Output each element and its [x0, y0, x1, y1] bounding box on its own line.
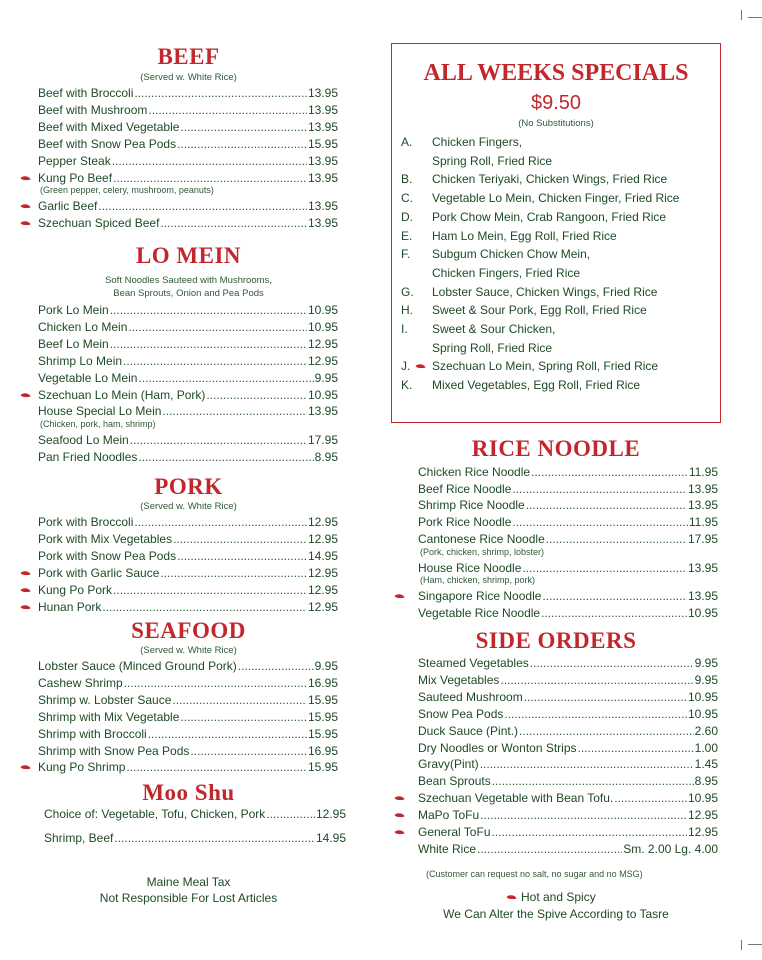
menu-item-price: 11.95	[688, 465, 718, 479]
menu-item-price: 13.95	[307, 153, 338, 168]
menu-item-name: Shrimp with Snow Pea Pods	[38, 743, 190, 758]
special-letter: B.	[401, 172, 413, 187]
menu-item	[38, 137, 338, 152]
menu-item-name: Beef with Snow Pea Pods	[38, 136, 177, 151]
dot-leader	[128, 320, 307, 334]
special-letter: D.	[401, 209, 413, 224]
special-letter: K.	[401, 378, 413, 393]
menu-item-name: Shrimp, Beef	[44, 831, 114, 845]
pepper-icon	[20, 220, 31, 226]
menu-item	[418, 707, 718, 722]
specials-note: (No Substitutions)	[518, 118, 594, 129]
menu-item-price: 16.95	[307, 675, 338, 690]
special-item: Ham Lo Mein, Egg Roll, Fried Rice	[432, 228, 617, 243]
menu-item-name: Chicken Rice Noodle	[418, 465, 531, 479]
menu-item-price: 15.95	[307, 760, 338, 775]
menu-item-price: 14.95	[315, 831, 346, 845]
special-letter: H.	[401, 303, 413, 318]
lomein-subtitle-2: Bean Sprouts, Onion and Pea Pods	[113, 288, 264, 299]
menu-item-name: Steamed Vegetables	[418, 656, 529, 670]
menu-item	[38, 404, 338, 419]
menu-item-name: Vegetable Rice Noodle	[418, 605, 541, 620]
menu-item-name: Choice of: Vegetable, Tofu, Chicken, Pork	[44, 807, 266, 821]
menu-item	[38, 727, 338, 742]
menu-item-name: Pork with Broccoli	[38, 515, 134, 529]
menu-item-name: General ToFu	[418, 825, 491, 839]
special-item: Chicken Fingers,	[432, 135, 523, 149]
menu-item-name: Pork with Snow Pea Pods	[38, 548, 177, 563]
dot-leader	[173, 532, 307, 546]
dot-leader	[148, 103, 307, 117]
menu-item	[38, 693, 338, 708]
menu-item	[38, 515, 338, 530]
menu-item	[38, 171, 338, 186]
menu-item-price: 15.95	[307, 692, 338, 707]
menu-item-name: Pork with Garlic Sauce	[38, 565, 160, 580]
menu-item	[38, 216, 338, 231]
menu-item-price: 12.95	[687, 808, 718, 823]
dot-leader	[177, 549, 307, 563]
dot-leader	[530, 656, 694, 670]
menu-item-name: Shrimp Rice Noodle	[418, 498, 525, 513]
menu-item-name: Pork Rice Noodle	[418, 515, 512, 530]
request-note: (Customer can request no salt, no sugar and no MSG)	[426, 869, 643, 879]
pepper-icon	[20, 392, 31, 398]
pepper-icon	[394, 593, 405, 599]
menu-item	[418, 774, 718, 789]
menu-item-note: (Chicken, pork, ham, shrimp)	[40, 419, 156, 430]
menu-item-name: House Rice Noodle	[418, 560, 522, 575]
menu-item-name: Seafood Lo Mein	[38, 433, 129, 448]
dot-leader	[113, 171, 307, 185]
menu-item-price: 13.95	[687, 589, 718, 604]
menu-item	[44, 831, 346, 846]
menu-item	[38, 744, 338, 759]
menu-item	[38, 659, 338, 674]
special-item: Mixed Vegetables, Egg Roll, Fried Rice	[432, 378, 641, 393]
dot-leader	[526, 498, 687, 512]
dot-leader	[531, 465, 688, 479]
corner-mark-bottom	[741, 940, 742, 950]
special-item-continued: Spring Roll, Fried Rice	[432, 340, 553, 355]
menu-item-name: Lobster Sauce (Minced Ground Pork)	[38, 659, 237, 673]
menu-item-price: 13.95	[307, 170, 338, 185]
menu-item-name: Pepper Steak	[38, 153, 111, 168]
menu-item-name: Kung Po Pork	[38, 582, 113, 597]
menu-item-name: Pork Lo Mein	[38, 303, 109, 317]
menu-item	[38, 760, 338, 775]
menu-item-name: Beef with Mushroom	[38, 102, 148, 117]
dot-leader	[524, 690, 687, 704]
special-letter: E.	[401, 228, 413, 243]
menu-item-price: 9.95	[694, 656, 718, 670]
dot-leader	[172, 693, 307, 707]
menu-item-name: Cashew Shrimp	[38, 675, 123, 690]
menu-item-price: 10.95	[307, 319, 338, 334]
menu-item-price: 15.95	[307, 136, 338, 151]
menu-item-price: 8.95	[314, 450, 338, 465]
meal-tax-note: Maine Meal Tax	[146, 875, 231, 889]
corner-mark-top-line	[748, 17, 762, 18]
special-letter: I.	[401, 322, 408, 336]
menu-item-price: 17.95	[307, 433, 338, 448]
menu-item-price: 13.95	[307, 404, 338, 419]
menu-item	[418, 606, 718, 621]
menu-item-price: 10.95	[687, 689, 718, 704]
menu-item	[418, 561, 718, 576]
dot-leader	[180, 120, 307, 134]
pepper-icon	[20, 587, 31, 593]
dot-leader	[148, 727, 307, 741]
menu-item-name: Mix Vegetables	[418, 672, 500, 687]
dot-leader	[110, 337, 307, 351]
dot-leader	[578, 741, 694, 755]
menu-item	[418, 465, 718, 480]
menu-item-name: MaPo ToFu	[418, 808, 480, 823]
dot-leader	[512, 482, 687, 496]
dot-leader	[113, 583, 307, 597]
specials-title: ALL WEEKS SPECIALS	[423, 60, 689, 86]
menu-item-name: Sauteed Mushroom	[418, 689, 523, 704]
dot-leader	[500, 673, 693, 687]
menu-item	[418, 589, 718, 604]
menu-item	[38, 120, 338, 135]
menu-item	[38, 103, 338, 118]
menu-item	[38, 337, 338, 352]
menu-item-name: Kung Po Beef	[38, 170, 113, 185]
menu-item	[418, 656, 718, 671]
right-column	[390, 0, 722, 960]
pepper-icon	[506, 894, 517, 900]
menu-item-name: Vegetable Lo Mein	[38, 370, 138, 385]
menu-item-note: (Ham, chicken, shrimp, pork)	[420, 575, 536, 586]
menu-item-name: Kung Po Shrimp	[38, 760, 126, 775]
menu-item	[38, 388, 338, 403]
menu-item	[418, 673, 718, 688]
menu-item-price: 14.95	[307, 548, 338, 563]
menu-item	[38, 154, 338, 169]
menu-item	[38, 549, 338, 564]
menu-item	[38, 320, 338, 335]
dot-leader	[114, 831, 315, 845]
menu-item-name: Cantonese Rice Noodle	[418, 531, 545, 546]
menu-item	[418, 808, 718, 823]
menu-item-price: 13.95	[307, 199, 338, 214]
special-letter: C.	[401, 191, 413, 206]
lomein-subtitle-1: Soft Noodles Sauteed with Mushrooms,	[105, 275, 272, 286]
menu-item	[418, 515, 718, 530]
menu-item-price: 8.95	[694, 774, 718, 789]
menu-item-price: 13.95	[687, 481, 718, 496]
dot-leader	[190, 744, 307, 758]
dot-leader	[98, 199, 307, 213]
menu-item-name: Snow Pea Pods	[418, 706, 504, 721]
menu-item-price: 10.95	[687, 706, 718, 721]
dot-leader	[522, 561, 687, 575]
pepper-icon	[20, 764, 31, 770]
menu-item-name: Szechuan Vegetable with Bean Tofu.	[418, 791, 614, 806]
dot-leader	[180, 710, 307, 724]
alter-spice-note: We Can Alter the Spive According to Tasre	[443, 907, 669, 921]
beef-title: BEEF	[157, 44, 220, 69]
menu-item-name: Duck Sauce (Pint.)	[418, 723, 519, 738]
menu-item-name: Shrimp with Broccoli	[38, 726, 147, 741]
menu-item-price: 2.60	[694, 723, 718, 738]
menu-item-price: 13.95	[307, 119, 338, 134]
pork-subtitle: (Served w. White Rice)	[140, 501, 237, 512]
menu-item-name: Beef Lo Mein	[38, 336, 109, 351]
menu-item-name: Bean Sprouts	[418, 774, 491, 789]
pork-title: PORK	[154, 474, 223, 499]
dot-leader	[238, 659, 314, 673]
dot-leader	[126, 760, 307, 774]
menu-item	[418, 757, 718, 772]
menu-item-price: 12.95	[307, 531, 338, 546]
menu-item-name: Dry Noodles or Wonton Strips	[418, 740, 577, 755]
menu-item-price: 12.95	[687, 825, 718, 839]
menu-item	[44, 807, 346, 822]
hot-spicy-label: Hot and Spicy	[521, 890, 596, 904]
menu-item	[38, 532, 338, 547]
dot-leader	[138, 450, 313, 464]
dot-leader	[134, 86, 307, 100]
dot-leader	[162, 404, 307, 418]
pepper-icon	[394, 795, 405, 801]
dot-leader	[206, 388, 307, 402]
menu-item	[418, 532, 718, 547]
menu-item-name: Shrimp Lo Mein	[38, 353, 123, 368]
pepper-icon	[20, 203, 31, 209]
left-column	[36, 0, 346, 960]
dot-leader	[542, 589, 687, 603]
menu-item	[418, 482, 718, 497]
dot-leader	[110, 303, 307, 317]
menu-item-price: 15.95	[307, 726, 338, 741]
menu-item-price: 12.95	[307, 515, 338, 529]
menu-item-price: 1.45	[694, 757, 718, 772]
menu-item	[418, 690, 718, 705]
menu-item-name: Gravy(Pint)	[418, 757, 479, 772]
menu-item-name: Pork with Mix Vegetables	[38, 531, 173, 546]
menu-item-price: 12.95	[307, 582, 338, 597]
seafood-subtitle: (Served w. White Rice)	[140, 645, 237, 656]
special-item: Szechuan Lo Mein, Spring Roll, Fried Rice	[432, 359, 659, 374]
menu-item-name: House Special Lo Mein	[38, 404, 162, 419]
menu-item	[38, 600, 338, 615]
dot-leader	[492, 825, 687, 839]
dot-leader	[160, 566, 307, 580]
menu-item-name: Szechuan Spiced Beef	[38, 216, 160, 231]
menu-item-name: Chicken Lo Mein	[38, 319, 128, 334]
special-item: Subgum Chicken Chow Mein,	[432, 247, 591, 262]
menu-item-price: 13.95	[687, 498, 718, 513]
menu-item-price: Sm. 2.00 Lg. 4.00	[623, 841, 718, 856]
menu-item-name: Pan Fried Noodles	[38, 450, 138, 465]
menu-item	[38, 371, 338, 386]
dot-leader	[546, 532, 687, 546]
menu-item-price: 12.95	[307, 599, 338, 614]
menu-item-name: Garlic Beef	[38, 199, 98, 214]
menu-item-price: 16.95	[307, 743, 338, 758]
dot-leader	[134, 515, 307, 529]
menu-item	[418, 724, 718, 739]
menu-item-price: 17.95	[687, 531, 718, 546]
lomein-title: LO MEIN	[135, 243, 242, 268]
menu-item-name: Hunan Pork	[38, 599, 102, 614]
menu-item-name: Beef Rice Noodle	[418, 481, 512, 496]
menu-item-name: Beef with Mixed Vegetable	[38, 119, 180, 134]
menu-item	[38, 583, 338, 598]
dot-leader	[477, 842, 622, 856]
menu-item	[418, 741, 718, 756]
pepper-icon	[394, 829, 405, 835]
menu-item-price: 12.95	[307, 565, 338, 580]
menu-item-price: 10.95	[307, 387, 338, 402]
menu-item-price: 9.95	[314, 370, 338, 385]
pepper-icon	[394, 812, 405, 818]
lost-articles-note: Not Responsible For Lost Articles	[99, 891, 278, 905]
dot-leader	[177, 137, 307, 151]
dot-leader	[512, 515, 687, 529]
dot-leader	[160, 216, 307, 230]
special-item: Vegetable Lo Mein, Chicken Finger, Fried Rice	[432, 191, 680, 206]
dot-leader	[504, 707, 687, 721]
menu-item-price: 11.95	[688, 515, 718, 530]
specials-price: $9.50	[530, 92, 582, 114]
sideorders-title: SIDE ORDERS	[475, 628, 637, 653]
dot-leader	[492, 774, 694, 788]
menu-item-note: (Pork, chicken, shrimp, lobster)	[420, 546, 545, 557]
menu-item-name: Shrimp with Mix Vegetable	[38, 709, 180, 724]
menu-item-name: Singapore Rice Noodle	[418, 589, 542, 604]
dot-leader	[614, 791, 687, 805]
corner-mark-top	[741, 10, 742, 20]
mooshu-title: Moo Shu	[142, 780, 235, 805]
menu-item	[38, 303, 338, 318]
special-item: Sweet & Sour Chicken,	[432, 322, 556, 336]
special-letter: F.	[401, 247, 411, 262]
menu-item-name: White Rice	[418, 841, 477, 856]
dot-leader	[519, 724, 694, 738]
special-item: Pork Chow Mein, Crab Rangoon, Fried Rice	[432, 209, 667, 224]
menu-item-price: 10.95	[687, 605, 718, 620]
special-letter: J.	[401, 359, 411, 374]
special-item: Chicken Teriyaki, Chicken Wings, Fried Rice	[432, 172, 668, 187]
menu-item-name: Beef with Broccoli	[38, 86, 134, 100]
menu-item-price: 10.95	[307, 303, 338, 317]
menu-item	[38, 710, 338, 725]
dot-leader	[124, 676, 307, 690]
menu-item	[38, 354, 338, 369]
dot-leader	[102, 600, 307, 614]
pepper-icon	[20, 570, 31, 576]
dot-leader	[266, 807, 315, 821]
dot-leader	[541, 606, 687, 620]
menu-item-price: 15.95	[307, 709, 338, 724]
menu-item-price: 13.95	[687, 560, 718, 575]
special-item-continued: Spring Roll, Fried Rice	[432, 153, 553, 168]
menu-item-price: 9.95	[314, 659, 338, 673]
menu-item	[418, 498, 718, 513]
seafood-title: SEAFOOD	[131, 618, 246, 643]
special-item: Sweet & Sour Pork, Egg Roll, Fried Rice	[432, 303, 647, 318]
dot-leader	[123, 354, 307, 368]
menu-item-price: 12.95	[307, 336, 338, 351]
special-item: Lobster Sauce, Chicken Wings, Fried Rice	[432, 284, 658, 299]
menu-item-price: 9.95	[694, 672, 718, 687]
menu-item-price: 13.95	[307, 216, 338, 231]
corner-mark-bottom-line	[748, 944, 762, 945]
menu-item-price: 12.95	[307, 353, 338, 368]
ricenoodle-title: RICE NOODLE	[471, 436, 641, 461]
menu-item	[418, 791, 718, 806]
menu-item-price: 1.00	[694, 740, 718, 755]
menu-item	[38, 433, 338, 448]
dot-leader	[480, 757, 694, 771]
dot-leader	[138, 371, 313, 385]
menu-item	[38, 676, 338, 691]
menu-item-price: 10.95	[687, 791, 718, 806]
dot-leader	[130, 433, 307, 447]
special-letter: A.	[401, 135, 413, 149]
menu-item-name: Szechuan Lo Mein (Ham, Pork)	[38, 387, 206, 402]
menu-item-price: 12.95	[315, 807, 346, 821]
special-letter: G.	[401, 284, 414, 299]
menu-item-price: 13.95	[307, 102, 338, 117]
beef-subtitle: (Served w. White Rice)	[140, 72, 237, 83]
pepper-icon	[20, 604, 31, 610]
menu-item	[38, 450, 338, 465]
dot-leader	[480, 808, 687, 822]
menu-item-price: 13.95	[307, 86, 338, 100]
menu-item	[418, 825, 718, 840]
pepper-icon	[20, 175, 31, 181]
menu-item	[38, 199, 338, 214]
menu-item	[418, 842, 718, 857]
menu-item	[38, 86, 338, 101]
menu-item-name: Shrimp w. Lobster Sauce	[38, 692, 172, 707]
menu-item	[38, 566, 338, 581]
menu-item-note: (Green pepper, celery, mushroom, peanuts)	[40, 185, 214, 196]
special-item-continued: Chicken Fingers, Fried Rice	[432, 265, 581, 280]
dot-leader	[112, 154, 307, 168]
